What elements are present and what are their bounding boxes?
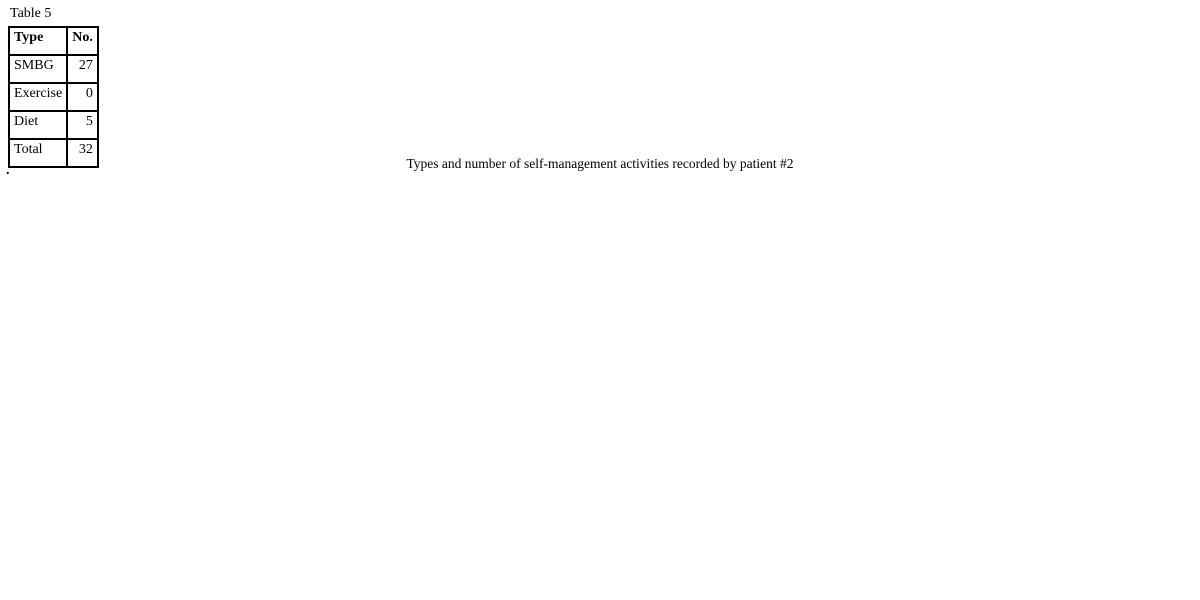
table-row-exercise: [9, 83, 98, 111]
cell-type-exercise: Exercise: [9, 83, 67, 111]
activities-table: [8, 26, 99, 168]
table-caption: Types and number of self-management activities recorded by patient #2: [406, 156, 794, 171]
column-header-type: Type: [9, 27, 67, 55]
cell-no-total: 32: [67, 139, 98, 167]
stray-period: .: [6, 163, 10, 178]
cell-no-diet: 5: [67, 111, 98, 139]
table-row-diet: [9, 111, 98, 139]
cell-type-smbg: SMBG: [9, 55, 67, 83]
table-header-row: [9, 27, 98, 55]
column-header-no: No.: [67, 27, 98, 55]
cell-type-total: Total: [9, 139, 67, 167]
table-label: Table 5: [10, 6, 52, 21]
cell-no-exercise: 0: [67, 83, 98, 111]
cell-type-diet: Diet: [9, 111, 67, 139]
cell-no-smbg: 27: [67, 55, 98, 83]
table-row-smbg: [9, 55, 98, 83]
